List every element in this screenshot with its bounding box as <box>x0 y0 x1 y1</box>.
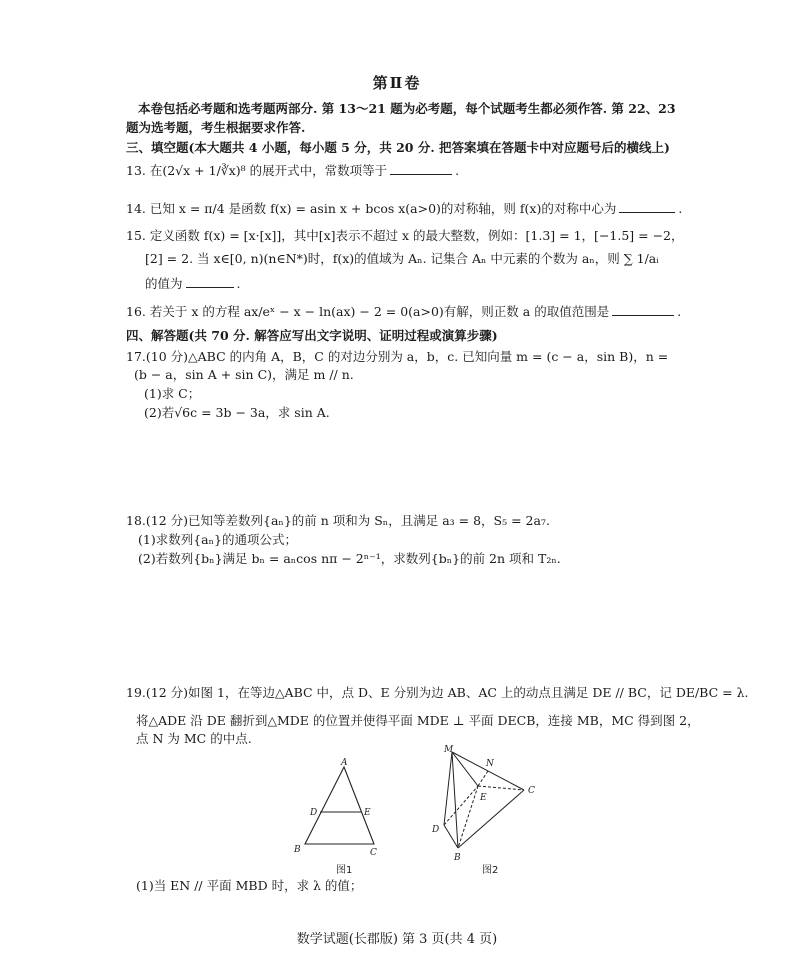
question-17-line-2: (b − a，sin A + sin C)，满足 m // n. <box>134 367 354 382</box>
answer-blank-13 <box>390 162 452 175</box>
question-15-line-3: 的值为 . <box>145 276 241 291</box>
question-19-part-1: (1)当 EN // 平面 MBD 时，求 λ 的值； <box>136 878 363 893</box>
question-17-part-2: (2)若√6c = 3b − 3a，求 sin A. <box>144 405 330 420</box>
edge-bc <box>458 790 524 848</box>
edge-de <box>444 786 478 825</box>
edge-me <box>452 752 478 786</box>
question-19-line-1: 19.(12 分)如图 1，在等边△ABC 中，点 D、E 分别为边 AB、AC 上的动点且满足 DE // BC，记 DE/BC = λ. <box>126 685 749 700</box>
intro-line-2: 题为选考题，考生根据要求作答. <box>126 120 306 135</box>
label-b2: B <box>454 853 461 863</box>
figure-1-caption: 图1 <box>336 865 353 876</box>
part-title: 第Ⅱ卷 <box>372 74 422 92</box>
label-e: E <box>364 808 371 818</box>
question-17-part-1: (1)求 C； <box>144 386 201 401</box>
label-n: N <box>486 759 494 769</box>
label-c2: C <box>528 786 535 796</box>
answer-blank-14 <box>619 200 675 213</box>
intro-line-1: 本卷包括必考题和选考题两部分. 第 13～21 题为必考题，每个试题考生都必须作答. 第 22、23 <box>138 101 676 116</box>
section-solutions: 四、解答题(共 70 分. 解答应写出文字说明、证明过程或演算步骤) <box>126 328 498 343</box>
section-fill-in: 三、填空题(本大题共 4 小题，每小题 5 分，共 20 分. 把答案填在答题卡中对应题号后的横线上) <box>126 140 670 155</box>
question-15-line-1: 15. 定义函数 f(x) = [x·[x]]，其中[x]表示不超过 x 的最大整数，例如：[1.3] = 1，[−1.5] = −2， <box>126 228 684 243</box>
label-e2: E <box>480 793 487 803</box>
question-19-line-2: 将△ADE 沿 DE 翻折到△MDE 的位置并使得平面 MDE ⊥ 平面 DECB，连接 MB，MC 得到图 2， <box>136 713 700 728</box>
figure-2-caption: 图2 <box>482 865 499 876</box>
figure-2-diagram <box>420 740 545 865</box>
question-16-text: 16. 若关于 x 的方程 ax/eˣ − x − ln(ax) − 2 = 0(a>0)有解，则正数 a 的取值范围是 <box>126 304 610 319</box>
edge-db <box>444 825 458 848</box>
question-15-tail: 的值为 <box>145 276 183 291</box>
question-18-part-2: (2)若数列{bₙ}满足 bₙ = aₙcos nπ − 2ⁿ⁻¹，求数列{bₙ}的前 2n 项和 T₂ₙ. <box>138 551 561 566</box>
triangle-abc <box>305 767 374 844</box>
page-footer: 数学试题(长郡版) 第 3 页(共 4 页) <box>296 932 498 947</box>
question-13: 13. 在(2√x + 1/∛x)⁸ 的展开式中，常数项等于 . <box>126 163 460 178</box>
edge-md <box>444 752 452 825</box>
answer-blank-15 <box>186 275 234 288</box>
figure-1-diagram <box>288 757 378 857</box>
question-14-text: 14. 已知 x = π/4 是函数 f(x) = asin x + bcos x(a>0)的对称轴，则 f(x)的对称中心为 <box>126 201 617 216</box>
question-13-text: 13. 在(2√x + 1/∛x)⁸ 的展开式中，常数项等于 <box>126 163 388 178</box>
question-14: 14. 已知 x = π/4 是函数 f(x) = asin x + bcos x(a>0)的对称轴，则 f(x)的对称中心为 . <box>126 201 683 216</box>
label-m: M <box>444 745 454 755</box>
answer-blank-16 <box>612 303 674 316</box>
question-18-line-1: 18.(12 分)已知等差数列{aₙ}的前 n 项和为 Sₙ，且满足 a₃ = 8，S₅ = 2a₇. <box>126 513 550 528</box>
question-17-line-1: 17.(10 分)△ABC 的内角 A，B，C 的对边分别为 a，b，c. 已知向量 m = (c − a，sin B)，n = <box>126 349 669 364</box>
label-c: C <box>370 848 377 857</box>
label-d: D <box>310 808 318 818</box>
question-15-line-2: [2] = 2. 当 x∈[0, n)(n∈N*)时，f(x)的值域为 Aₙ. 记集合 Aₙ 中元素的个数为 aₙ，则 ∑ 1/aᵢ <box>145 251 659 266</box>
question-19-line-3: 点 N 为 MC 的中点. <box>136 731 252 746</box>
label-a: A <box>341 758 348 768</box>
label-d2: D <box>432 825 440 835</box>
edge-mb <box>452 752 458 848</box>
edge-en <box>478 771 488 786</box>
question-16: 16. 若关于 x 的方程 ax/eˣ − x − ln(ax) − 2 = 0(a>0)有解，则正数 a 的取值范围是 . <box>126 304 682 319</box>
question-18-part-1: (1)求数列{aₙ}的通项公式； <box>138 532 297 547</box>
label-b: B <box>294 845 301 855</box>
